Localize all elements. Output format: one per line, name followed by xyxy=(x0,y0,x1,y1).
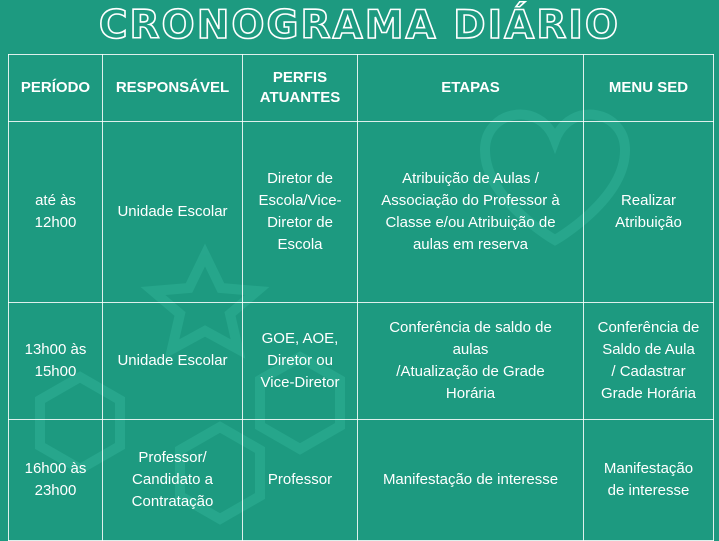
cell-responsavel: Professor/ Candidato a Contratação xyxy=(103,420,243,541)
schedule-table xyxy=(8,54,714,541)
cell-periodo: 13h00 às 15h00 xyxy=(9,303,103,420)
cell-perfis: Diretor de Escola/Vice- Diretor de Escola xyxy=(243,122,358,303)
cell-menu-sed: Conferência de Saldo de Aula / Cadastrar Grade Horária xyxy=(584,303,714,420)
header-periodo: PERÍODO xyxy=(9,55,103,122)
page-title: CRONOGRAMA DIÁRIO xyxy=(98,3,621,48)
cell-periodo: até às 12h00 xyxy=(9,122,103,303)
header-responsavel: RESPONSÁVEL xyxy=(103,55,243,122)
cell-etapas: Atribuição de Aulas / Associação do Professor à Classe e/ou Atribuição de aulas em reserva xyxy=(358,122,584,303)
cell-perfis: GOE, AOE, Diretor ou Vice-Diretor xyxy=(243,303,358,420)
cell-etapas: Conferência de saldo de aulas /Atualização de Grade Horária xyxy=(358,303,584,420)
cell-etapas: Manifestação de interesse xyxy=(358,420,584,541)
cell-menu-sed: Manifestação de interesse xyxy=(584,420,714,541)
header-perfis-atuantes: PERFIS ATUANTES xyxy=(243,55,358,122)
header-etapas: ETAPAS xyxy=(358,55,584,122)
cell-menu-sed: Realizar Atribuição xyxy=(584,122,714,303)
table-row xyxy=(9,420,714,541)
header-menu-sed: MENU SED xyxy=(584,55,714,122)
cell-perfis: Professor xyxy=(243,420,358,541)
header-row xyxy=(9,55,714,122)
cell-responsavel: Unidade Escolar xyxy=(103,303,243,420)
cell-responsavel: Unidade Escolar xyxy=(103,122,243,303)
cell-periodo: 16h00 às 23h00 xyxy=(9,420,103,541)
table-row xyxy=(9,122,714,303)
table-row xyxy=(9,303,714,420)
